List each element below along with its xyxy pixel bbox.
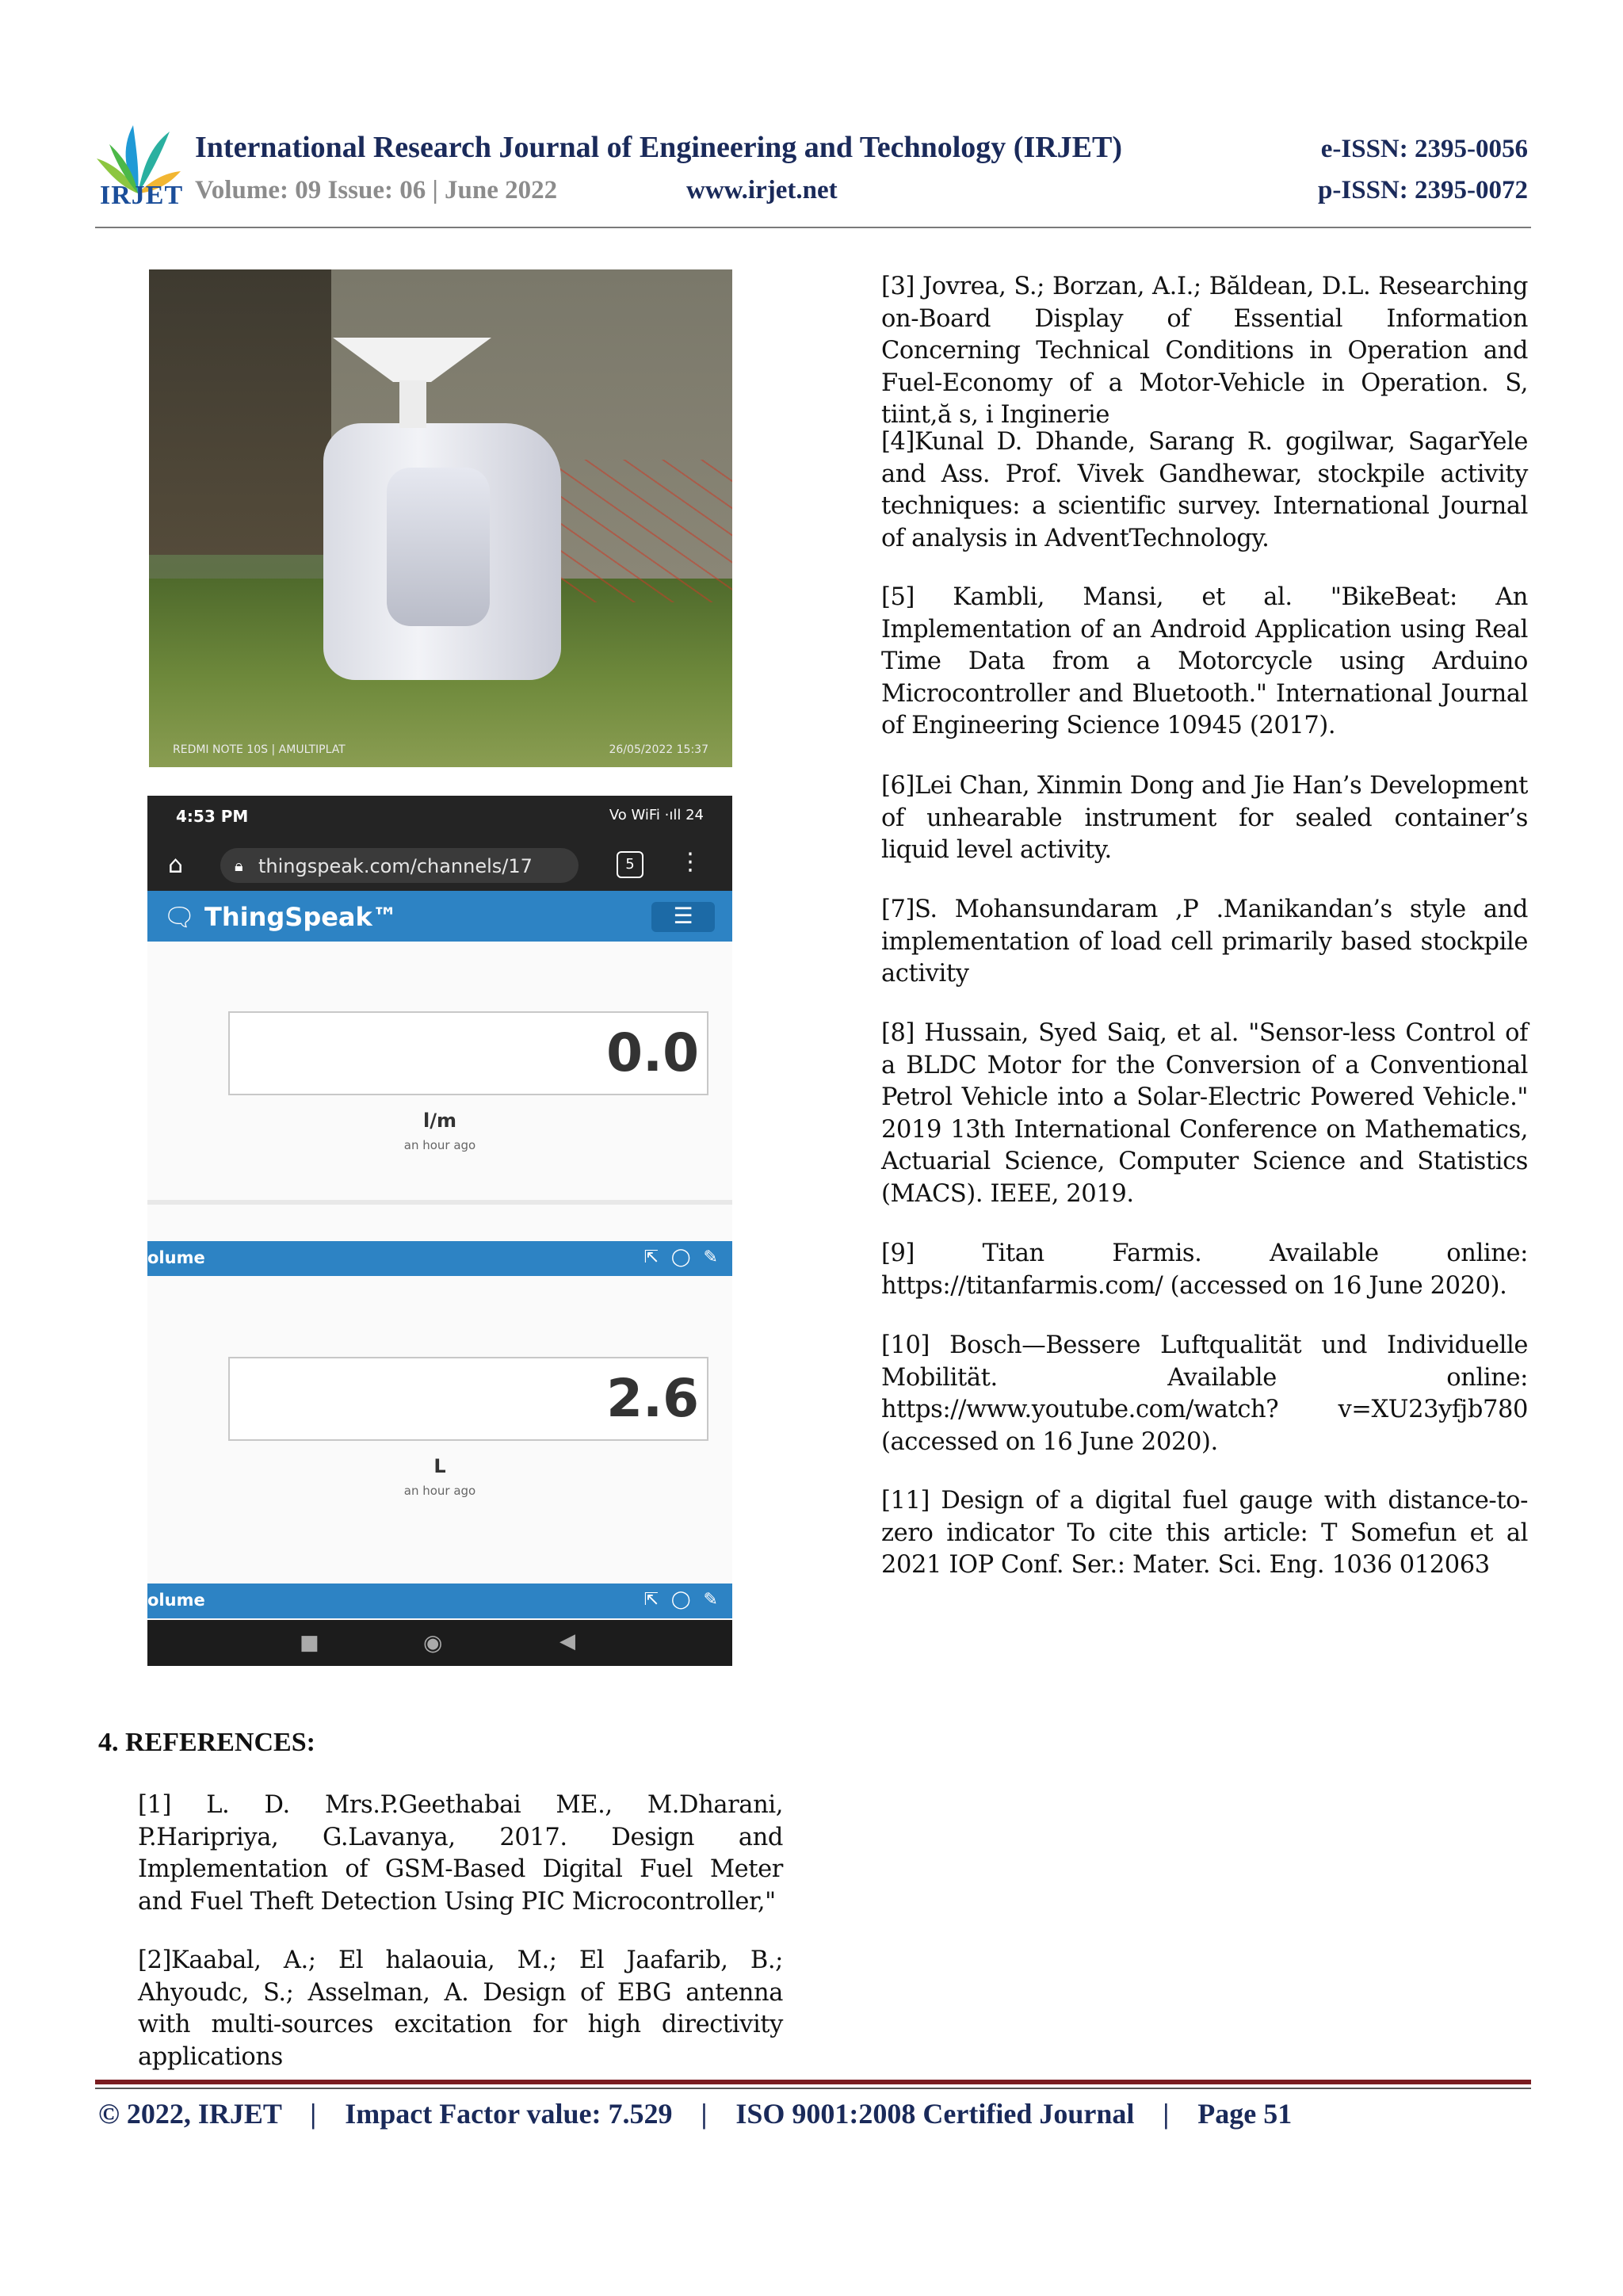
reference-8: [8] Hussain, Syed Saiq, et al. "Sensor-less Control of a BLDC Motor for the Conversion of a Conventional Petrol Vehicle into a Solar-Electric Powered Vehicle." 2019 13th International Conference on Mathematics, Actuarial Science, Computer Science and Statistics (MACS). IEEE, 2019. (881, 1019, 1528, 1208)
back-icon[interactable]: ◀ (559, 1629, 575, 1653)
journal-title: International Research Journal of Engineering and Technology (IRJET) (195, 131, 1123, 164)
thingspeak-header (147, 891, 732, 942)
logo-text: IRJET (100, 181, 184, 210)
photo-date: 26/05/2022 15:37 (609, 743, 708, 756)
widget-action-icons[interactable]: ⇱◯✎ (643, 1590, 731, 1610)
section-heading: 4. REFERENCES: (98, 1728, 315, 1757)
widget-action-icons[interactable]: ⇱◯✎ (643, 1247, 731, 1267)
flow-rate-display (228, 1011, 708, 1095)
reference-6: [6]Lei Chan, Xinmin Dong and Jie Han’s Development of unhearable instrument for sealed container’s liquid level activity. (881, 772, 1528, 864)
widget-header-2 (147, 1584, 732, 1618)
footer-rule (95, 2080, 1531, 2084)
home-icon[interactable]: ⌂ (168, 851, 184, 879)
fuel-tank-container (387, 468, 490, 626)
chat-bubble-icon: 🗨︎ (163, 902, 196, 932)
reference-5: [5] Kambli, Mansi, et al. "BikeBeat: An Implementation of an Android Application using Real Time Data from a Motorcycle using Arduino Microcontroller and Bluetooth." International Journal of Engineering Science 10945 (2017). (881, 583, 1528, 739)
widget-title-2: olume (147, 1591, 205, 1610)
reference-2: [2]Kaabal, A.; El halaouia, M.; El Jaafarib, B.; Ahyoudc, S.; Asselman, A. Design of EBG antenna with multi-sources excitation for high directivity applications (138, 1946, 783, 2071)
footer-rule-thin (95, 2088, 1531, 2089)
more-options-icon[interactable]: ⋮ (678, 848, 702, 876)
recents-icon[interactable]: ■ (300, 1631, 319, 1655)
volume-issue: Volume: 09 Issue: 06 | June 2022 (195, 176, 558, 204)
thingspeak-screenshot (147, 796, 732, 1666)
thingspeak-brand[interactable]: ThingSpeak™ (204, 902, 398, 932)
url-field[interactable] (220, 848, 579, 883)
funnel-neck (399, 380, 426, 428)
widget-title-1: olume (147, 1248, 205, 1267)
flow-rate-value: 0.0 (606, 1022, 699, 1083)
flow-rate-unit: l/m (423, 1110, 456, 1132)
lock-icon: 🔒︎ (235, 856, 243, 875)
volume-timestamp: an hour ago (403, 1484, 476, 1498)
photo-watermark: REDMI NOTE 10S | AMULTIPLAT (173, 743, 346, 756)
website-link[interactable]: www.irjet.net (686, 176, 838, 204)
reference-3: [3] Jovrea, S.; Borzan, A.I.; Băldean, D.L. Researching on-Board Display of Essential Information Concerning Technical Conditions in Operation and Fuel-Economy of a Motor-Vehicle in Operation. S, tiint,ă s, i Inginerie (881, 273, 1528, 429)
reference-4: [4]Kunal D. Dhande, Sarang R. gogilwar, SagarYele and Ass. Prof. Vivek Gandhewar, stockpile activity techniques: a scientific survey. International Journal of analysis in AdventTechnology. (881, 428, 1528, 552)
reference-11: [11] Design of a digital fuel gauge with distance-to-zero indicator To cite this article: T Somefun et al 2021 IOP Conf. Ser.: Mater. Sci. Eng. 1036 012063 (881, 1487, 1528, 1579)
volume-display (228, 1357, 708, 1441)
page-footer: © 2022, IRJET | Impact Factor value: 7.529 | ISO 9001:2008 Certified Journal | Page 51 (98, 2098, 1293, 2130)
pissn: p-ISSN: 2395-0072 (1318, 176, 1528, 204)
status-time: 4:53 PM (176, 807, 249, 826)
photo-shelf (149, 269, 331, 555)
android-nav-bar (147, 1620, 732, 1666)
reference-7: [7]S. Mohansundaram ,P .Manikandan’s style and implementation of load cell primarily based stockpile activity (881, 896, 1528, 988)
reference-1: [1] L. D. Mrs.P.Geethabai ME., M.Dharani, P.Haripriya, G.Lavanya, 2017. Design and Implementation of GSM-Based Digital Fuel Meter and Fuel Theft Detection Using PIC Microcontroller," (138, 1791, 783, 1916)
volume-value: 2.6 (606, 1368, 699, 1429)
browser-url-bar (147, 840, 732, 891)
widget-divider (147, 1200, 732, 1205)
header-rule (95, 227, 1531, 228)
eissn: e-ISSN: 2395-0056 (1320, 135, 1528, 163)
home-button-icon[interactable]: ◉ (423, 1629, 443, 1656)
reference-9: [9] Titan Farmis. Available online: https://titanfarmis.com/ (accessed on 16 June 2020). (881, 1240, 1528, 1300)
prototype-photo (149, 269, 732, 767)
volume-unit: L (433, 1455, 446, 1477)
widget-header-1 (147, 1241, 732, 1276)
flow-rate-timestamp: an hour ago (403, 1138, 476, 1152)
url-text: thingspeak.com/channels/17 (258, 855, 533, 877)
reference-10: [10] Bosch—Bessere Luftqualität und Individuelle Mobilität. Available online: https://www.youtube.com/watch? v=XU23yfjb780 (accessed on 16 June 2020). (881, 1331, 1528, 1456)
hamburger-menu-icon[interactable]: ☰ (651, 902, 715, 932)
tabs-count-button[interactable]: 5 (617, 851, 643, 878)
signal-wifi-battery-icons: Vo WiFi ·ıll 24 (609, 807, 704, 823)
status-bar (147, 796, 732, 840)
